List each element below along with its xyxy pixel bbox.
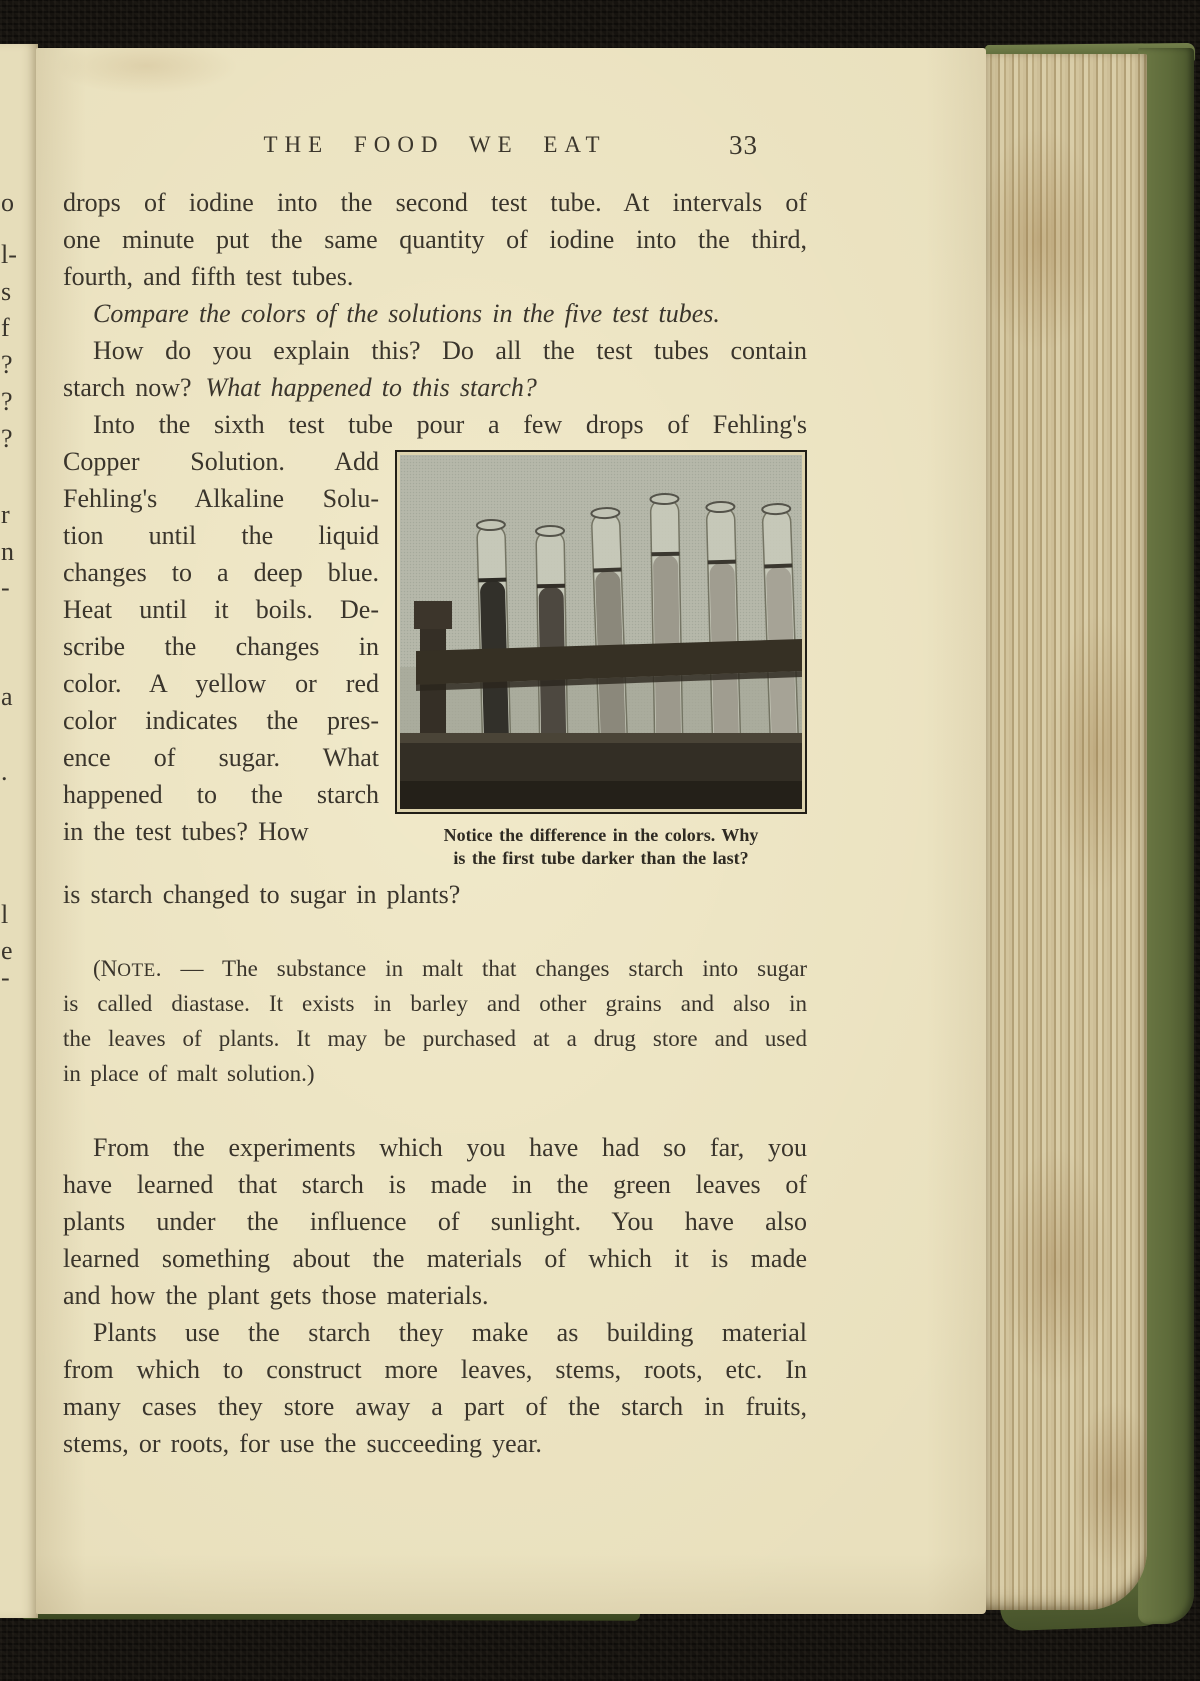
tube-1 bbox=[477, 520, 511, 758]
text-line: scribe the changes in bbox=[63, 632, 379, 661]
text-line: changes to a deep blue. bbox=[63, 558, 379, 587]
test-tubes-illustration bbox=[400, 455, 802, 809]
note-paragraph bbox=[63, 951, 807, 1091]
text-line: many cases they store away a part of the starch in fruits, bbox=[63, 1392, 807, 1421]
text-line: Heat until it boils. De- bbox=[63, 595, 379, 624]
text-line: Copper Solution. Add bbox=[63, 447, 379, 476]
text-line: tion until the liquid bbox=[63, 521, 379, 550]
edge-text-fragment: a bbox=[1, 682, 13, 711]
edge-text-fragment: ? bbox=[1, 350, 13, 379]
text-line: drops of iodine into the second test tube. At intervals of bbox=[63, 188, 807, 217]
text-line: is starch changed to sugar in plants? bbox=[63, 880, 461, 909]
book-page bbox=[36, 48, 986, 1614]
body-paragraph bbox=[63, 1129, 807, 1462]
edge-text-fragment: - bbox=[1, 963, 10, 992]
edge-text-fragment: s bbox=[1, 277, 12, 306]
text-line: one minute put the same quantity of iodine into the third, bbox=[63, 225, 807, 254]
text-run: (N bbox=[93, 956, 118, 981]
text-line: the leaves of plants. It may be purchased at a drug store and used bbox=[63, 1026, 807, 1051]
tube-5 bbox=[706, 502, 741, 758]
text-column bbox=[63, 184, 807, 1462]
text-line: color indicates the pres- bbox=[63, 706, 379, 735]
text-line: learned something about the materials of which it is made bbox=[63, 1244, 807, 1273]
text-line: fourth, and fifth test tubes. bbox=[63, 262, 354, 291]
edge-text-fragment: f bbox=[1, 313, 10, 342]
text-line: Into the sixth test tube pour a few drops of Fehling's bbox=[93, 410, 807, 439]
text-run: starch now? bbox=[63, 373, 192, 402]
edge-text-fragment: l bbox=[1, 900, 9, 929]
text-line: from which to construct more leaves, stems, roots, etc. In bbox=[63, 1355, 807, 1384]
edge-text-fragment: - bbox=[1, 573, 10, 602]
text-line: in place of malt solution.) bbox=[63, 1061, 315, 1086]
text-line: color. A yellow or red bbox=[63, 669, 379, 698]
edge-text-fragment: ? bbox=[1, 387, 13, 416]
text-line: How do you explain this? Do all the test tubes contain bbox=[93, 336, 807, 365]
caption-line: is the first tube darker than the last? bbox=[453, 848, 749, 868]
tube-2 bbox=[536, 526, 568, 757]
text-line: plants under the influence of sunlight. You have also bbox=[63, 1207, 807, 1236]
text-line: stems, or roots, for use the succeeding year. bbox=[63, 1429, 542, 1458]
edge-text-fragment: o bbox=[1, 188, 14, 217]
edge-text-fragment: ? bbox=[1, 424, 13, 453]
page-number: 33 bbox=[729, 130, 758, 160]
page-stack-fore-edge bbox=[981, 54, 1147, 1610]
text-line: have learned that starch is made in the green leaves of bbox=[63, 1170, 807, 1199]
text-line: happened to the starch bbox=[63, 780, 379, 809]
test-tubes-photo bbox=[395, 450, 807, 814]
facing-page-sliver bbox=[0, 44, 38, 1618]
text-line-italic: Compare the colors of the solutions in the five test tubes. bbox=[93, 299, 720, 328]
text-line: From the experiments which you have had so far, you bbox=[93, 1133, 807, 1162]
text-line bbox=[63, 369, 807, 406]
running-head-title: THE FOOD WE EAT bbox=[263, 132, 607, 157]
small-caps-run: OTE bbox=[117, 960, 156, 981]
edge-text-fragment: r bbox=[1, 500, 10, 529]
tube-4 bbox=[650, 494, 683, 757]
edge-text-fragment: . bbox=[1, 757, 8, 786]
figure-caption bbox=[395, 824, 807, 870]
edge-text-fragment: n bbox=[1, 537, 14, 566]
text-line: ence of sugar. What bbox=[63, 743, 379, 772]
text-run: . — The substance in malt that changes starch into sugar bbox=[155, 956, 807, 981]
text-line: Fehling's Alkaline Solu- bbox=[63, 484, 379, 513]
test-tubes-figure bbox=[395, 450, 807, 870]
text-line: in the test tubes? How bbox=[63, 817, 309, 846]
edge-text-fragment: l- bbox=[1, 240, 17, 269]
text-line bbox=[63, 951, 807, 986]
text-line: is called diastase. It exists in barley and other grains and also in bbox=[63, 991, 807, 1016]
text-line: Plants use the starch they make as building material bbox=[93, 1318, 807, 1347]
text-line: and how the plant gets those materials. bbox=[63, 1281, 489, 1310]
text-run-italic: What happened to this starch? bbox=[205, 373, 537, 402]
caption-line: Notice the difference in the colors. Why bbox=[443, 825, 759, 845]
edge-text-fragment: e bbox=[1, 936, 13, 965]
